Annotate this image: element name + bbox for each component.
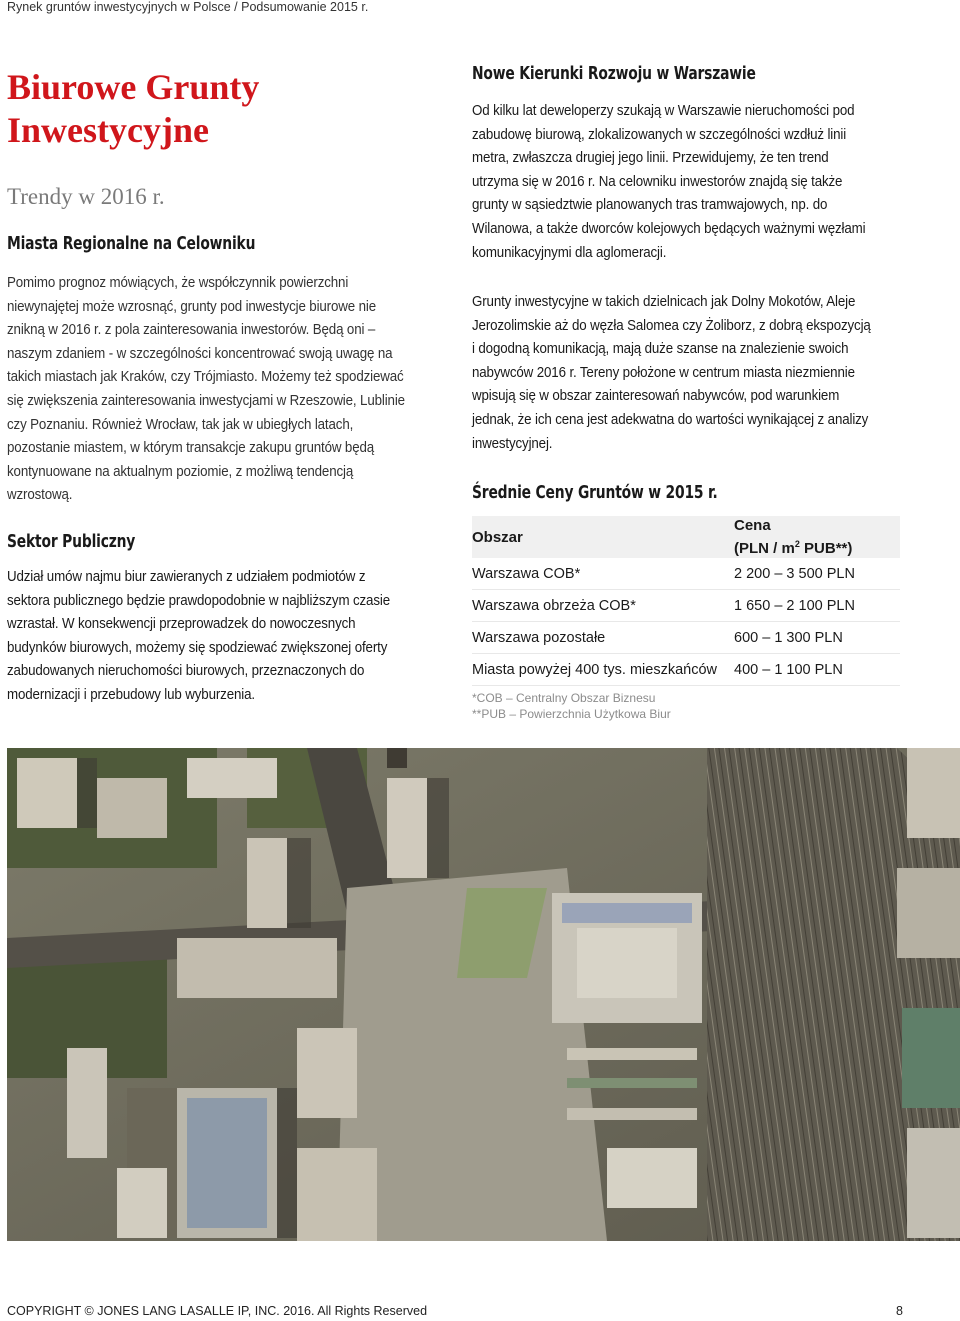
cell-area: Miasta powyżej 400 tys. mieszkańców <box>472 654 730 686</box>
copyright-text: COPYRIGHT © JONES LANG LASALLE IP, INC. 2016. All Rights Reserved <box>7 1304 428 1318</box>
section-heading-warsaw: Nowe Kierunki Rozwoju w Warszawie <box>472 64 756 84</box>
cell-price: 400 – 1 100 PLN <box>730 654 900 686</box>
text-line: zabudowanych nieruchomości biurowych, przeznaczonych do <box>7 663 365 680</box>
text-line: metra, zwłaszcza drugiej jego linii. Przewidujemy, że ten trend <box>472 150 829 167</box>
text-line: nabywców 2016 r. Tereny położone w centrum miasta niezmiennie <box>472 364 855 381</box>
page-number: 8 <box>896 1304 903 1318</box>
table-footnote-row <box>472 686 900 723</box>
table-row <box>472 654 900 686</box>
text-line: utrzyma się w 2016 r. Na celowniku inwestorów znajdą się także <box>472 173 843 190</box>
page-footer <box>7 1304 903 1318</box>
text-line: Wilanowa, a także dworców kolejowych będących ważnymi węzłami <box>472 220 866 237</box>
page-title-line1: Biurowe Grunty <box>7 67 260 107</box>
text-line: naszym zdaniem - w szczególności koncentrować swoją uwagę na <box>7 345 393 362</box>
text-line: sektora publicznego będzie prawdopodobnie w najbliższym czasie <box>7 592 390 609</box>
paragraph-public <box>7 566 439 708</box>
aerial-photo-illustration <box>7 748 960 1241</box>
section-body-warsaw <box>472 100 942 265</box>
text-line: takich miastach jak Kraków, czy Trójmiasto. Możemy też spodziewać <box>7 369 404 386</box>
column-header-price-unit: (PLN / m <box>734 539 795 557</box>
text-line: jednak, że ich cena jest adekwatna do wartości wynikającej z analizy <box>472 411 869 428</box>
text-line: kontynuowane na aktualnym poziomie, z możliwą tendencją <box>7 463 354 480</box>
cell-price: 2 200 – 3 500 PLN <box>730 558 900 590</box>
text-line: inwestycyjnej. <box>472 435 553 452</box>
table-row <box>472 590 900 622</box>
text-line: i dogodną komunikacją, mają duże szanse na znalezienie swoich <box>472 341 849 358</box>
text-line: wzrostową. <box>7 487 73 504</box>
price-table <box>472 516 900 722</box>
cell-price: 600 – 1 300 PLN <box>730 622 900 654</box>
text-line: niewynajętej może wzrosnąć, grunty pod inwestycje biurowe nie <box>7 298 377 315</box>
paragraph-regional <box>7 272 439 508</box>
text-line: budynków biurowych, możemy się spodziewać zwiększonej oferty <box>7 639 388 656</box>
section-body-public <box>7 566 477 708</box>
text-line: Grunty inwestycyjne w takich dzielnicach jak Dolny Mokotów, Aleje <box>472 294 856 310</box>
text-line: wpisują się w obszar zainteresowań nabywców, pod warunkiem <box>472 388 840 405</box>
cell-area: Warszawa COB* <box>472 558 730 590</box>
table-footnotes <box>472 686 900 723</box>
aerial-city-photo <box>7 748 960 1241</box>
text-line: czy Poznaniu. Również Wrocław, tak jak w ubiegłych latach, <box>7 416 354 433</box>
text-line: wzrastał. W konsekwencji przeprowadzek do nowoczesnych <box>7 616 356 633</box>
section-heading-public: Sektor Publiczny <box>7 532 136 552</box>
text-line: Udział umów najmu biur zawieranych z udziałem podmiotów z <box>7 569 366 585</box>
paragraph-warsaw <box>472 100 904 265</box>
column-header-price-line1: Cena <box>734 516 771 534</box>
cell-price: 1 650 – 2 100 PLN <box>730 590 900 622</box>
column-header-price-unit-end: PUB**) <box>799 539 853 557</box>
cell-area: Warszawa obrzeża COB* <box>472 590 730 622</box>
text-line: modernizacji i przebudowy lub wyburzenia. <box>7 686 255 703</box>
column-header-price <box>730 516 900 558</box>
section-body-districts <box>472 291 942 456</box>
section-heading-regional: Miasta Regionalne na Celowniku <box>7 234 256 254</box>
table-row <box>472 558 900 590</box>
text-line: znikną w 2016 r. z pola zainteresowania inwestorów. Będą oni – <box>7 322 376 339</box>
page-subtitle: Trendy w 2016 r. <box>7 184 165 209</box>
column-header-price-sup: 2 <box>794 538 800 549</box>
table-heading: Średnie Ceny Gruntów w 2015 r. <box>472 483 718 503</box>
cell-area: Warszawa pozostałe <box>472 622 730 654</box>
text-line: zabudowę biurową, zlokalizowanych w szczególności wzdłuż linii <box>472 126 847 143</box>
text-line: pozostanie miastem, w którym transakcje zakupu gruntów będą <box>7 440 375 457</box>
text-line: Pomimo prognoz mówiących, że współczynnik powierzchni <box>7 275 349 291</box>
page-title <box>7 66 439 152</box>
text-line: się zwiększenia zainteresowania inwestycjami w Rzeszowie, Lublinie <box>7 392 405 409</box>
text-line: komunikacyjnymi dla aglomeracji. <box>472 244 667 261</box>
text-line: Jerozolimskie aż do węzła Salomea czy Żoliborz, z dobrą ekspozycją <box>472 317 871 334</box>
left-column <box>7 66 439 703</box>
footnote-cob: *COB – Centralny Obszar Biznesu <box>472 691 656 705</box>
column-header-area: Obszar <box>472 516 730 558</box>
table-row <box>472 622 900 654</box>
text-line: Od kilku lat deweloperzy szukają w Warszawie nieruchomości pod <box>472 103 855 119</box>
footnote-pub: **PUB – Powierzchnia Użytkowa Biur <box>472 707 671 721</box>
right-column <box>472 64 922 721</box>
table-header-row <box>472 516 900 558</box>
text-line: grunty w sąsiedztwie planowanych tras tramwajowych, np. do <box>472 197 828 214</box>
paragraph-districts <box>472 291 904 456</box>
page-title-line2: Inwestycyjne <box>7 110 209 150</box>
section-body-regional <box>7 272 477 508</box>
running-header: Rynek gruntów inwestycyjnych w Polsce / Podsumowanie 2015 r. <box>7 0 369 14</box>
